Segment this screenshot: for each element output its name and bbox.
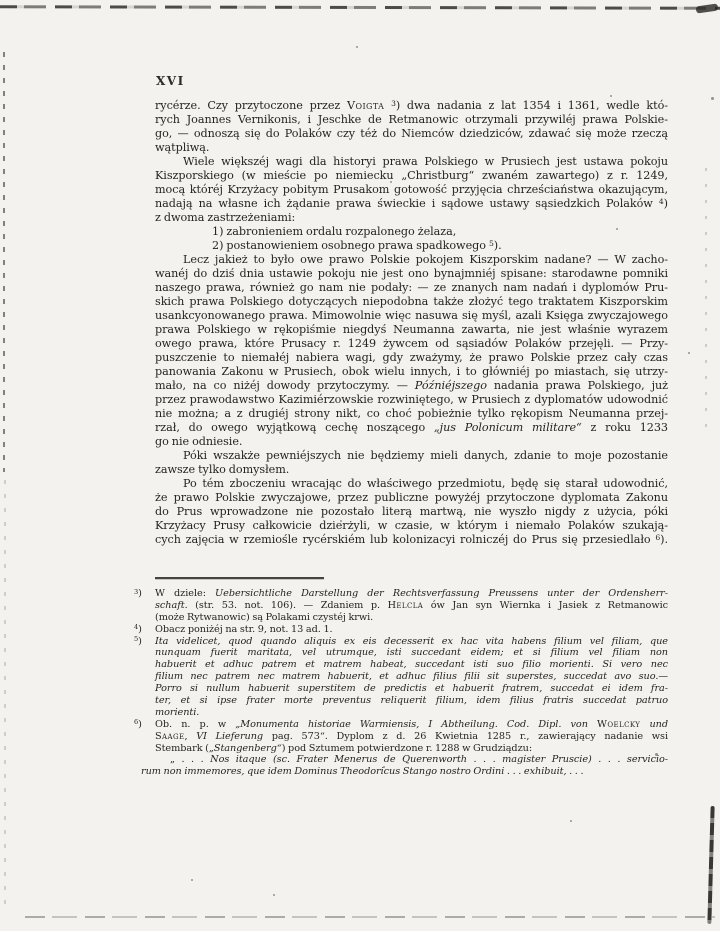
italic-text: „Monumenta historiae Warmiensis, I Abtheilung. Cod. Dipl. von [235,718,588,730]
text-line: panowania Zakonu w Prusiech, obok wielu innych, i to główniéj po miastach, się utrzy- [155,365,668,378]
text-line: prawa Polskiego w rękopiśmie niegdyś Neumanna zawarta, nie jest właśnie wyrazem [155,323,668,336]
text-line: puszczenie to niemałéj nabiera wagi, gdy zważymy, że prawo Polskie przez cały czas [155,351,668,364]
scan-speckle [356,46,358,48]
text-line: że prawo Polskie zwyczajowe, przez publiczne powyżéj przytoczone dyplomata Zakonu [155,491,668,504]
text-line: mocą któréj Krzyżacy pobitym Prusakom gotowość przyjęcia chrześciaństwa okazującym, [155,183,668,196]
small-caps-text: Woelcky [597,718,641,730]
text-line: mało, na co niżéj dowody przytoczymy. — Późniéjszego nadania prawa Polskiego, już [155,379,668,392]
footnote [134,623,668,636]
italic-text: und [649,718,668,730]
small-caps-text: Helcla [387,599,424,611]
paragraph [155,99,668,155]
footnote-marker: $^4$) [134,623,142,635]
text-line: Po tém zboczeniu wracając do właściwego przedmiotu, będę się starał udowodnić, [183,477,668,490]
italic-text: „Stangenberg“ [208,742,282,754]
italic-text: „jus Polonicum militare“ [433,421,582,434]
small-caps-text: Voigta [347,99,385,112]
scan-speckle [273,894,275,896]
text-line: do Prus wprowadzone nie pozostało literą martwą, nie wyszło nigdy z użycia, póki [155,505,668,518]
text-line: zawsze tylko domysłem. [155,463,290,476]
text-line: „ . . . Nos itaque (sc. Frater Menerus de Querenworth . . . magister Pruscie) . . . servicio- [170,754,668,766]
footnote-number: 3 [134,587,139,596]
text-line: rych Joannes Vernikonis, i Jeschke de Retmanowic otrzymali przywiléj prawa Polskie- [155,113,668,126]
footnote-number: 4 [134,623,139,632]
text-line: Kiszporskiego (w mieście po niemiecku „Christburg“ zwaném zawartego) z r. 1249, [155,169,668,182]
paragraph [155,449,668,477]
footnote-marker: $^3$) [134,587,142,599]
footnote-marker: $^6$) [134,718,142,730]
text-line: Krzyżacy Prusy całkowicie dzierżyli, w czasie, w którym i niemało Polaków szukają- [155,519,668,532]
italic-text: filium nec patrem nec matrem habuerit, et adhuc filius filii sit superstes, succedat avo suo.— [155,671,668,683]
text-line [141,766,668,778]
text-line: go nie odniesie. [155,435,243,448]
text-line: Wiele większéj wagi dla historyi prawa Polskiego w Prusiech jest ustawa pokoju [183,155,668,168]
italic-text: Porro si nullum habuerit superstitem de predictis et habuerit fratrem, succedat ei idem fra- [155,683,668,695]
text-line [155,707,668,719]
footnote-marker: $^5$) [134,635,142,647]
scan-speckle [191,879,193,881]
text-line [155,671,668,683]
text-line: 2) postanowieniem osobnego prawa spadkowego $^5$). [212,239,502,252]
text-line: Stembark („Stangenberg“) pod Sztumem potwierdzone r. 1288 w Grudziądzu: [155,742,533,754]
italic-text: Uebersichtliche Darstellung der Rechtsverfassung Preussens unter der Ordensherr- [215,588,668,599]
italic-text: Nos itaque (sc. Frater Menerus de Querenworth . . . magister Pruscie) . . . servicio- [210,754,668,766]
italic-text: Późniéjszego [414,379,487,392]
text-line: rzał, do owego wyjątkową cechę noszącego „jus Polonicum militare“ z roku 1233 [155,421,668,434]
scan-artifact-left-edge [3,52,5,472]
scan-speckle [610,95,612,97]
footnotes [134,587,668,778]
scan-artifact-right-dots [705,168,707,438]
paragraph [155,155,668,225]
italic-text: nunquam fuerit maritata, vel utrumque, isti succedant eidem; et si filium vel filiam non [155,647,668,659]
text-line: Lecz jakież to było owe prawo Polskie pokojem Kiszporskim nadane? — W zacho- [183,253,668,266]
text-line: schaft. (str. 53. not. 106). — Zdaniem p. Helcla ów Jan syn Wiernka i Jasiek z Retmanowic [155,599,668,611]
italic-text: Ita videlicet, quod quando aliquis ex eis decesserit ex hac vita habens filium vel filiam, que [155,635,668,647]
text-line [155,695,668,707]
text-line: 1) zabronieniem ordalu rozpalonego żelaza, [212,225,457,238]
text-line [155,636,668,648]
text-line: Obacz poniżéj na str. 9, not. 13 ad. 1. [155,623,333,635]
footnote [134,587,668,624]
italic-text: VI Lieferung [196,730,264,742]
footnote-separator [155,577,324,579]
paragraph [155,253,668,449]
text-line: cych zajęcia w rzemiośle rycérskiém lub kolonizacyi rolniczéj do Prus się przesiedlało $^6$). [155,533,668,546]
italic-text: ter, et si ipse frater morte preventus reliquerit filium, idem filius fratris succedat patruo [155,695,668,707]
footnote-reference: 5 [488,239,494,249]
small-caps-text: Saage [155,730,185,742]
text-line: go, — odnoszą się do Polaków czy téż do Niemców dziedziców, zdawać się może rzeczą [155,127,668,140]
text-line: Saage, VI Lieferung pag. 573“. Dyplom z d. 26 Kwietnia 1285 r., zawierający nadanie wsi [155,730,668,742]
scan-artifact-bottom-edge [25,916,715,918]
text-line: nadają na własne ich żądanie prawa świeckie i sądowe ustawy sąsiedzkich Polaków $^4$) [155,197,668,210]
text-line: Póki wszakże pewniéjszych nie będziemy mieli danych, zdanie to moje pozostanie [183,449,668,462]
text-line: skich prawa Polskiego dotyczących niepodobna także złożyć tego traktatem Kiszporskim [155,295,668,308]
text-line: wątpliwą. [155,141,210,154]
text-line [155,659,668,671]
paragraph [155,225,668,253]
text-line [155,683,668,695]
scan-speckle [570,820,572,822]
footnote [134,718,668,778]
text-line: (może Rytwanowic) są Polakami czystéj krwi. [155,611,374,623]
text-line: rycérze. Czy przytoczone przez Voigta $^3$) dwa nadania z lat 1354 i 1361, wedle któ- [155,99,668,112]
text-line: naszego prawa, również go nam nie podały: — ze znanych nam nadań i dyplomów Pru- [155,281,668,294]
footnote-reference: 4 [658,197,664,207]
scan-artifact-left-edge-lower [4,480,6,910]
text-line: wanéj do dziś dnia ustawie pokoju nie jest ono bynajmniéj spisane: starodawne pomniki [155,267,668,280]
footnote-number: 5 [134,635,139,644]
paragraph [155,477,668,547]
text-line: z dwoma zastrzeżeniami: [155,211,296,224]
text-line: owego prawa, które Prusacy r. 1249 żywcem od sąsiadów Polaków przejęli. — Przy- [155,337,668,350]
italic-text: morienti. [155,706,200,718]
scan-artifact-top-edge [0,5,720,10]
text-line: Ob. n. p. w „Monumenta historiae Warmiensis, I Abtheilung. Cod. Dipl. von Woelcky und [155,718,668,730]
footnote-reference: 6 [655,533,661,543]
page-number: XVI [156,74,185,88]
scan-speckle [711,97,714,100]
footnote-reference: 3 [391,99,396,109]
scan-speckle [688,352,690,354]
text-line [155,647,668,659]
footnote [134,635,668,719]
text-line: nie można; a z drugiéj strony nikt, co choć pobieżnie tylko rękopism Neumanna przej- [155,407,668,420]
scan-artifact-corner-blob [696,4,719,14]
italic-text: habuerit et adhuc patrem et matrem habeat, succedant isti suo filio morienti. Si vero nec [155,659,668,671]
italic-text: rum non immemores, que idem Dominus Theodoricus Stango nostro Ordini . . . exhibuit, . . . [141,766,584,778]
text-line: usankcyonowanego prawa. Mimowolnie więc nasuwa się myśl, azali Księga zwyczajowego [155,309,668,322]
text-line: przez prawodawstwo Kazimiérzowskie rozwiniętego, w Prusiech z dyplomatów udowodnić [155,393,668,406]
scan-artifact-right-bar [707,806,714,924]
italic-text: schaft. [155,599,188,611]
text-line: W dziele: Uebersichtliche Darstellung der Rechtsverfassung Preussens unter der Ordensherr- [155,588,668,599]
footnote-number: 6 [134,718,139,727]
body-text [155,99,668,547]
